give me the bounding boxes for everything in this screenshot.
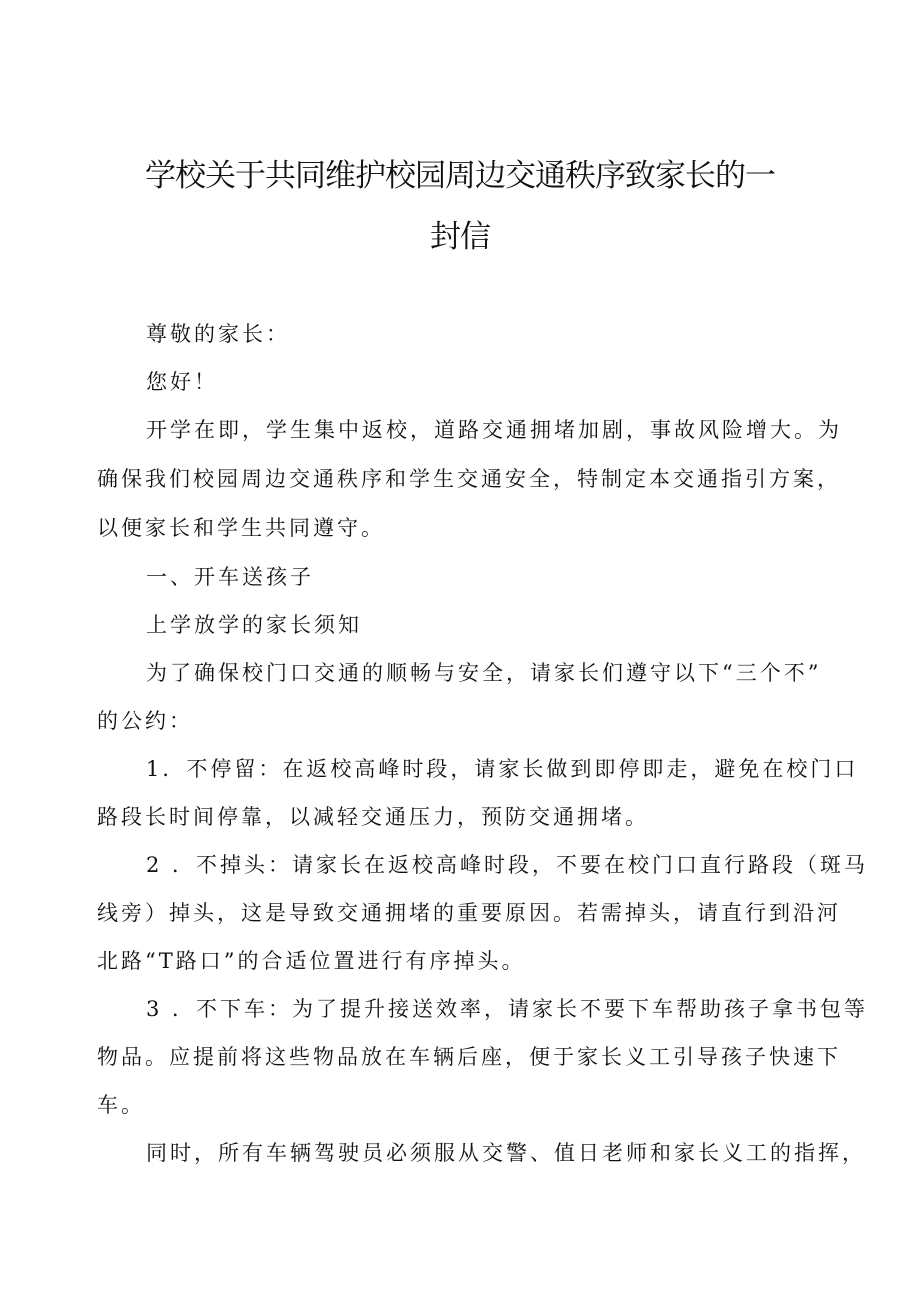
intro-line-3: 以便家长和学生共同遵守。 [97,516,385,540]
rule-3-line-3: 车。 [97,1093,145,1117]
rule-1-line-2: 路段长时间停靠，以减轻交通压力，预防交通拥堵。 [97,805,649,829]
rule-3-line-1: 3 ．不下车：为了提升接送效率，请家长不要下车帮助孩子拿书包等 [146,997,869,1021]
intro-line-2: 确保我们校园周边交通秩序和学生交通安全，特制定本交通指引方案， [97,467,841,491]
rule-3-line-2: 物品。应提前将这些物品放在车辆后座，便于家长义工引导孩子快速下 [97,1045,841,1069]
section-heading: 一、开车送孩子 [146,565,314,589]
rules-intro-line-1: 为了确保校门口交通的顺畅与安全，请家长们遵守以下“三个不” [146,661,822,685]
intro-line-1: 开学在即，学生集中返校，道路交通拥堵加剧，事故风险增大。为 [146,418,842,442]
rule-2-line-2: 线旁）掉头，这是导致交通拥堵的重要原因。若需掉头，请直行到沿河 [97,901,841,925]
rule-2-line-1: 2 ．不掉头：请家长在返校高峰时段，不要在校门口直行路段（斑马 [146,853,869,877]
rule-2-line-3: 北路“T路口”的合适位置进行有序掉头。 [97,949,526,973]
closing-line-1: 同时，所有车辆驾驶员必须服从交警、值日老师和家长义工的指挥， [146,1141,866,1165]
rules-intro-line-2: 的公约： [97,709,193,733]
salutation: 尊敬的家长： [146,322,290,346]
rule-1-line-1: 1．不停留：在返校高峰时段，请家长做到即停即走，避免在校门口 [146,757,859,781]
subheading: 上学放学的家长须知 [146,613,362,637]
greeting: 您好！ [146,370,218,394]
document-title-line-1: 学校关于共同维护校园周边交通秩序致家长的一 [145,158,775,194]
document-title-line-2: 封信 [430,219,490,255]
